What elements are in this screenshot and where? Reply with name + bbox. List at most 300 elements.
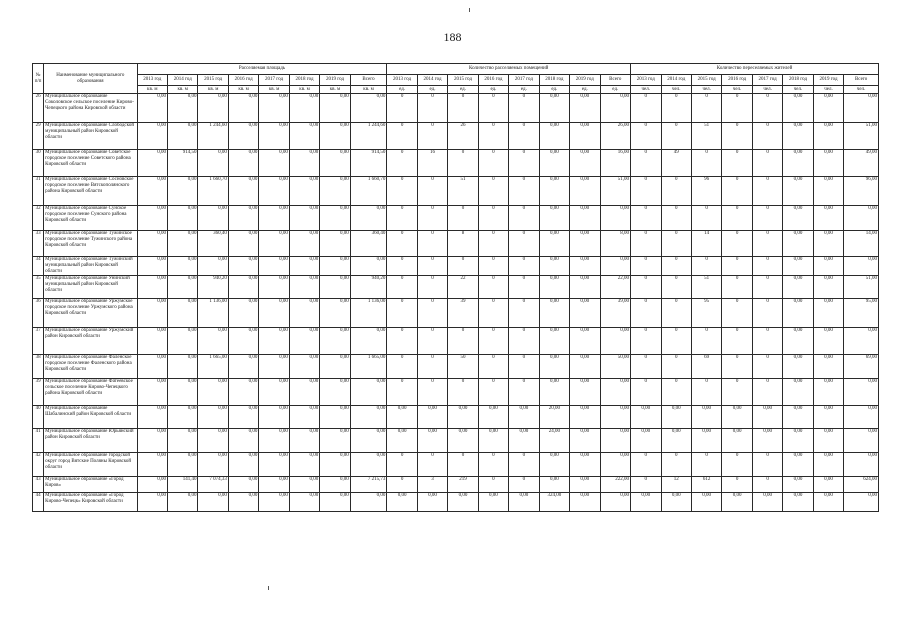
rooms-value: 0 xyxy=(509,276,539,299)
municipality-name: Муниципальное образование Сосновское городское поселение Вятскополянского района Кировской области xyxy=(44,177,137,206)
rooms-value: 0,00 xyxy=(539,477,569,493)
header-year-area: 2018 год xyxy=(289,75,319,86)
people-value: 0 xyxy=(631,276,661,299)
rooms-value: 39,00 xyxy=(600,299,631,328)
people-value: 0 xyxy=(631,231,661,257)
people-value: 0,00 xyxy=(813,206,843,231)
people-value: 0 xyxy=(661,206,691,231)
municipality-name: Муниципальное образование Слободской муниципальный район Кировской области xyxy=(44,123,137,150)
area-value: 0,00 xyxy=(228,379,258,406)
area-value: 0,00 xyxy=(259,355,289,379)
rooms-value: 0 xyxy=(417,177,447,206)
area-value: 0,00 xyxy=(198,150,228,177)
people-value: 95 xyxy=(691,299,721,328)
rooms-value: 0 xyxy=(509,328,539,355)
municipality-name: Муниципальное образование Фаленское городское поселение Фаленского района Кировской области xyxy=(44,355,137,379)
people-value: 0 xyxy=(752,231,782,257)
rooms-value: 50,00 xyxy=(600,355,631,379)
area-value: 0,00 xyxy=(137,276,167,299)
area-value: 0,00 xyxy=(168,276,198,299)
area-value: 0,00 xyxy=(259,477,289,493)
area-value: 0,00 xyxy=(228,94,258,123)
people-value: 0,00 xyxy=(844,206,879,231)
people-value: 0 xyxy=(631,328,661,355)
people-value: 0 xyxy=(722,94,752,123)
rooms-value: 324,00 xyxy=(539,493,569,512)
rooms-value: 50 xyxy=(448,355,478,379)
header-unit-area: кв. м xyxy=(320,86,350,94)
area-value: 0,00 xyxy=(168,453,198,477)
people-value: 0,00 xyxy=(783,328,813,355)
area-value: 0,00 xyxy=(228,150,258,177)
people-value: 0 xyxy=(631,150,661,177)
rooms-value: 0,00 xyxy=(448,406,478,429)
people-value: 0,00 xyxy=(661,493,691,512)
people-value: 0,00 xyxy=(783,477,813,493)
area-value: 0,00 xyxy=(320,257,350,276)
rooms-value: 3 xyxy=(417,477,447,493)
area-value: 0,00 xyxy=(320,493,350,512)
people-value: 0,00 xyxy=(631,406,661,429)
rooms-value: 22 xyxy=(448,276,478,299)
area-value: 0,00 xyxy=(289,429,319,453)
people-value: 0,00 xyxy=(844,406,879,429)
people-value: 0,00 xyxy=(783,123,813,150)
header-row-groups xyxy=(33,64,879,75)
area-value: 0,00 xyxy=(320,299,350,328)
people-value: 0 xyxy=(631,177,661,206)
area-value: 0,00 xyxy=(198,94,228,123)
rooms-value: 0 xyxy=(509,206,539,231)
area-value: 0,00 xyxy=(168,379,198,406)
rooms-value: 0 xyxy=(478,257,508,276)
rooms-value: 0,00 xyxy=(600,453,631,477)
rooms-value: 0 xyxy=(387,379,417,406)
people-value: 0,00 xyxy=(783,177,813,206)
people-value: 0 xyxy=(661,94,691,123)
area-value: 0,00 xyxy=(137,257,167,276)
municipality-name: Муниципальное образование Шабалинский район Кировской области xyxy=(44,406,137,429)
people-value: 0,00 xyxy=(813,453,843,477)
rooms-value: 24,00 xyxy=(539,429,569,453)
rooms-value: 0 xyxy=(509,453,539,477)
area-value: 0,00 xyxy=(259,206,289,231)
people-value: 0 xyxy=(752,379,782,406)
rooms-value: 22,00 xyxy=(600,276,631,299)
area-value: 0,00 xyxy=(259,429,289,453)
rooms-value: 0 xyxy=(478,231,508,257)
area-value: 0,00 xyxy=(350,328,387,355)
header-unit-people: чел. xyxy=(813,86,843,94)
people-value: 49 xyxy=(661,150,691,177)
rooms-value: 0 xyxy=(417,328,447,355)
rooms-value: 51,00 xyxy=(600,177,631,206)
people-value: 0 xyxy=(691,257,721,276)
people-value: 0,00 xyxy=(813,123,843,150)
header-total-area: Всего xyxy=(350,75,387,86)
area-value: 0,00 xyxy=(320,453,350,477)
resettlement-table xyxy=(32,63,879,512)
area-value: 0,00 xyxy=(198,493,228,512)
rooms-value: 0,00 xyxy=(417,406,447,429)
rooms-value: 0,00 xyxy=(539,355,569,379)
people-value: 0 xyxy=(691,379,721,406)
area-value: 914,50 xyxy=(168,150,198,177)
area-value: 0,00 xyxy=(289,379,319,406)
header-unit-rooms: ед. xyxy=(478,86,508,94)
area-value: 0,00 xyxy=(259,150,289,177)
rooms-value: 0 xyxy=(387,257,417,276)
rooms-value: 0,00 xyxy=(387,406,417,429)
people-value: 0,00 xyxy=(844,257,879,276)
people-value: 0,00 xyxy=(813,406,843,429)
area-value: 0,00 xyxy=(350,406,387,429)
rooms-value: 0,00 xyxy=(509,429,539,453)
header-unit-rooms: ед. xyxy=(539,86,569,94)
area-value: 0,00 xyxy=(168,299,198,328)
people-value: 0,00 xyxy=(783,299,813,328)
area-value: 0,00 xyxy=(228,276,258,299)
people-value: 0,00 xyxy=(813,257,843,276)
area-value: 0,00 xyxy=(168,257,198,276)
header-year-people: 2019 год xyxy=(813,75,843,86)
rooms-value: 0,00 xyxy=(509,406,539,429)
header-year-area: 2014 год xyxy=(168,75,198,86)
header-year-rooms: 2019 год xyxy=(570,75,600,86)
people-value: 0,00 xyxy=(783,429,813,453)
area-value: 0,00 xyxy=(350,94,387,123)
rooms-value: 0 xyxy=(417,231,447,257)
area-value: 0,00 xyxy=(137,355,167,379)
rooms-value: 0 xyxy=(417,276,447,299)
people-value: 0,00 xyxy=(844,453,879,477)
people-value: 0 xyxy=(752,276,782,299)
area-value: 0,00 xyxy=(289,493,319,512)
area-value: 0,00 xyxy=(228,406,258,429)
area-value: 0,00 xyxy=(168,177,198,206)
table-row xyxy=(33,477,879,493)
people-value: 0 xyxy=(631,206,661,231)
people-value: 0,00 xyxy=(813,328,843,355)
area-value: 0,00 xyxy=(228,477,258,493)
rooms-value: 0,00 xyxy=(600,406,631,429)
header-municipality-name: Наименование муниципального образования xyxy=(44,64,137,94)
row-number: 40 xyxy=(33,406,44,429)
header-unit-people: чел. xyxy=(631,86,661,94)
rooms-value: 20,00 xyxy=(539,406,569,429)
rooms-value: 0 xyxy=(387,355,417,379)
table-row xyxy=(33,429,879,453)
header-unit-people: чел. xyxy=(844,86,879,94)
rooms-value: 0 xyxy=(448,257,478,276)
rooms-value: 0,00 xyxy=(539,206,569,231)
rooms-value: 0 xyxy=(509,150,539,177)
row-number: 41 xyxy=(33,429,44,453)
people-value: 0 xyxy=(722,206,752,231)
area-value: 1 660,70 xyxy=(198,177,228,206)
area-value: 0,00 xyxy=(137,379,167,406)
rooms-value: 0 xyxy=(448,94,478,123)
people-value: 0,00 xyxy=(752,429,782,453)
header-unit-rooms: ед. xyxy=(509,86,539,94)
header-unit-people: чел. xyxy=(752,86,782,94)
row-number: 31 xyxy=(33,177,44,206)
area-value: 0,00 xyxy=(137,231,167,257)
table-row xyxy=(33,453,879,477)
people-value: 0 xyxy=(752,257,782,276)
table-row xyxy=(33,150,879,177)
rooms-value: 0,00 xyxy=(539,379,569,406)
rooms-value: 0 xyxy=(448,328,478,355)
people-value: 0 xyxy=(631,477,661,493)
people-value: 0 xyxy=(722,477,752,493)
rooms-value: 0 xyxy=(478,94,508,123)
area-value: 940,20 xyxy=(198,276,228,299)
rooms-value: 26 xyxy=(448,123,478,150)
row-number: 26 xyxy=(33,94,44,123)
table-row xyxy=(33,94,879,123)
rooms-value: 0,00 xyxy=(539,453,569,477)
area-value: 0,00 xyxy=(137,493,167,512)
rooms-value: 16 xyxy=(417,150,447,177)
header-unit-area: кв. м xyxy=(228,86,258,94)
header-year-area: 2019 год xyxy=(320,75,350,86)
header-year-area: 2016 год xyxy=(228,75,258,86)
area-value: 0,00 xyxy=(168,94,198,123)
rooms-value: 0 xyxy=(478,150,508,177)
people-value: 0 xyxy=(661,123,691,150)
area-value: 0,00 xyxy=(289,477,319,493)
area-value: 0,00 xyxy=(228,231,258,257)
rooms-value: 0 xyxy=(509,299,539,328)
rooms-value: 0,00 xyxy=(448,429,478,453)
municipality-name: Муниципальное образование Соколовское сельское поселение Кирово-Чепецкого района Кировской области xyxy=(44,94,137,123)
area-value: 0,00 xyxy=(198,453,228,477)
rooms-value: 0,00 xyxy=(539,299,569,328)
rooms-value: 0 xyxy=(387,328,417,355)
area-value: 0,00 xyxy=(228,257,258,276)
header-group-rooms: Количество расселяемых помещений xyxy=(387,64,631,75)
scan-mark-top xyxy=(469,8,470,12)
header-unit-people: чел. xyxy=(783,86,813,94)
people-value: 0 xyxy=(722,177,752,206)
people-value: 0 xyxy=(661,257,691,276)
area-value: 0,00 xyxy=(137,206,167,231)
people-value: 0 xyxy=(752,453,782,477)
people-value: 0 xyxy=(722,355,752,379)
table-row xyxy=(33,299,879,328)
header-year-people: 2013 год xyxy=(631,75,661,86)
rooms-value: 0 xyxy=(387,150,417,177)
area-value: 0,00 xyxy=(350,257,387,276)
area-value: 0,00 xyxy=(168,231,198,257)
rooms-value: 0 xyxy=(509,355,539,379)
people-value: 0 xyxy=(631,355,661,379)
people-value: 0 xyxy=(661,355,691,379)
rooms-value: 0,00 xyxy=(539,257,569,276)
area-value: 0,00 xyxy=(320,477,350,493)
people-value: 0,00 xyxy=(631,493,661,512)
people-value: 0 xyxy=(661,328,691,355)
rooms-value: 0,00 xyxy=(600,257,631,276)
rooms-value: 0 xyxy=(478,123,508,150)
rooms-value: 0,00 xyxy=(570,123,600,150)
area-value: 0,00 xyxy=(320,123,350,150)
rooms-value: 0,00 xyxy=(600,429,631,453)
rooms-value: 0 xyxy=(478,299,508,328)
rooms-value: 0 xyxy=(478,177,508,206)
header-total-rooms: Всего xyxy=(600,75,631,86)
people-value: 0 xyxy=(661,177,691,206)
area-value: 0,00 xyxy=(350,493,387,512)
area-value: 0,00 xyxy=(137,328,167,355)
rooms-value: 0,00 xyxy=(570,477,600,493)
rooms-value: 0,00 xyxy=(539,94,569,123)
header-unit-people: чел. xyxy=(722,86,752,94)
rooms-value: 0 xyxy=(417,355,447,379)
people-value: 0,00 xyxy=(783,94,813,123)
rooms-value: 0 xyxy=(478,206,508,231)
area-value: 0,00 xyxy=(137,299,167,328)
area-value: 0,00 xyxy=(228,493,258,512)
area-value: 0,00 xyxy=(259,453,289,477)
area-value: 0,00 xyxy=(168,123,198,150)
people-value: 0,00 xyxy=(813,231,843,257)
area-value: 0,00 xyxy=(289,276,319,299)
area-value: 0,00 xyxy=(259,276,289,299)
table-row xyxy=(33,379,879,406)
area-value: 0,00 xyxy=(259,493,289,512)
page-number: 188 xyxy=(443,30,462,44)
area-value: 0,00 xyxy=(168,355,198,379)
rooms-value: 0,00 xyxy=(570,177,600,206)
people-value: 0,00 xyxy=(783,355,813,379)
rooms-value: 0,00 xyxy=(539,177,569,206)
people-value: 0 xyxy=(722,150,752,177)
area-value: 0,00 xyxy=(289,406,319,429)
rooms-value: 0,00 xyxy=(570,429,600,453)
area-value: 0,00 xyxy=(198,206,228,231)
header-total-people: Всего xyxy=(844,75,879,86)
people-value: 51,00 xyxy=(844,123,879,150)
municipality-name: Муниципальное образование Фатеевское сельское поселение Кирово-Чепецкого района Кировской области xyxy=(44,379,137,406)
area-value: 0,00 xyxy=(320,177,350,206)
area-value: 0,00 xyxy=(259,123,289,150)
area-value: 7 215,73 xyxy=(350,477,387,493)
area-value: 0,00 xyxy=(137,477,167,493)
area-value: 1 660,70 xyxy=(350,177,387,206)
rooms-value: 0 xyxy=(448,150,478,177)
scan-mark-bottom xyxy=(268,586,269,590)
rooms-value: 0,00 xyxy=(570,257,600,276)
people-value: 0,00 xyxy=(844,379,879,406)
rooms-value: 0,00 xyxy=(570,355,600,379)
rooms-value: 0,00 xyxy=(600,94,631,123)
row-number: 44 xyxy=(33,493,44,512)
area-value: 0,00 xyxy=(137,94,167,123)
row-number: 34 xyxy=(33,257,44,276)
rooms-value: 0,00 xyxy=(570,493,600,512)
area-value: 0,00 xyxy=(168,406,198,429)
people-value: 51 xyxy=(691,276,721,299)
rooms-value: 0 xyxy=(478,276,508,299)
header-year-rooms: 2015 год xyxy=(448,75,478,86)
table-row xyxy=(33,355,879,379)
people-value: 0 xyxy=(722,123,752,150)
people-value: 14 xyxy=(691,231,721,257)
header-year-people: 2015 год xyxy=(691,75,721,86)
municipality-name: Муниципальное образование «Город Киров» xyxy=(44,477,137,493)
people-value: 0,00 xyxy=(783,231,813,257)
people-value: 96 xyxy=(691,177,721,206)
rooms-value: 0 xyxy=(387,477,417,493)
rooms-value: 8 xyxy=(448,231,478,257)
rooms-value: 0,00 xyxy=(539,123,569,150)
row-number: 42 xyxy=(33,453,44,477)
people-value: 49,00 xyxy=(844,150,879,177)
rooms-value: 0,00 xyxy=(570,231,600,257)
people-value: 0 xyxy=(691,206,721,231)
rooms-value: 0,00 xyxy=(570,276,600,299)
rooms-value: 0 xyxy=(387,94,417,123)
rooms-value: 0,00 xyxy=(570,150,600,177)
header-year-people: 2014 год xyxy=(661,75,691,86)
rooms-value: 0 xyxy=(387,177,417,206)
area-value: 0,00 xyxy=(228,328,258,355)
people-value: 0,00 xyxy=(783,453,813,477)
people-value: 0,00 xyxy=(691,493,721,512)
area-value: 141,40 xyxy=(168,477,198,493)
rooms-value: 0 xyxy=(509,231,539,257)
people-value: 0,00 xyxy=(631,429,661,453)
rooms-value: 0 xyxy=(417,453,447,477)
people-value: 0,00 xyxy=(844,328,879,355)
area-value: 0,00 xyxy=(137,406,167,429)
rooms-value: 0 xyxy=(387,123,417,150)
header-unit-rooms: ед. xyxy=(417,86,447,94)
municipality-name: Муниципальное образование Тужинское городское поселение Тужинского района Кировской области xyxy=(44,231,137,257)
area-value: 0,00 xyxy=(289,123,319,150)
area-value: 0,00 xyxy=(198,429,228,453)
municipality-name: Муниципальное образование Уржумский район Кировской области xyxy=(44,328,137,355)
people-value: 0,00 xyxy=(783,379,813,406)
rooms-value: 0 xyxy=(387,206,417,231)
people-value: 0 xyxy=(722,257,752,276)
area-value: 0,00 xyxy=(168,328,198,355)
rooms-value: 0,00 xyxy=(539,276,569,299)
rooms-value: 0 xyxy=(387,276,417,299)
row-number: 35 xyxy=(33,276,44,299)
header-unit-people: чел. xyxy=(691,86,721,94)
area-value: 360,40 xyxy=(350,231,387,257)
rooms-value: 0 xyxy=(417,299,447,328)
area-value: 0,00 xyxy=(350,206,387,231)
people-value: 0,00 xyxy=(691,406,721,429)
rooms-value: 0 xyxy=(448,206,478,231)
area-value: 0,00 xyxy=(228,177,258,206)
people-value: 0,00 xyxy=(813,94,843,123)
people-value: 0 xyxy=(631,299,661,328)
area-value: 0,00 xyxy=(289,453,319,477)
table-row xyxy=(33,328,879,355)
rooms-value: 219 xyxy=(448,477,478,493)
header-year-area: 2017 год xyxy=(259,75,289,86)
table-row xyxy=(33,231,879,257)
header-unit-rooms: ед. xyxy=(570,86,600,94)
rooms-value: 0,00 xyxy=(570,453,600,477)
header-unit-rooms: ед. xyxy=(448,86,478,94)
people-value: 0,00 xyxy=(813,299,843,328)
